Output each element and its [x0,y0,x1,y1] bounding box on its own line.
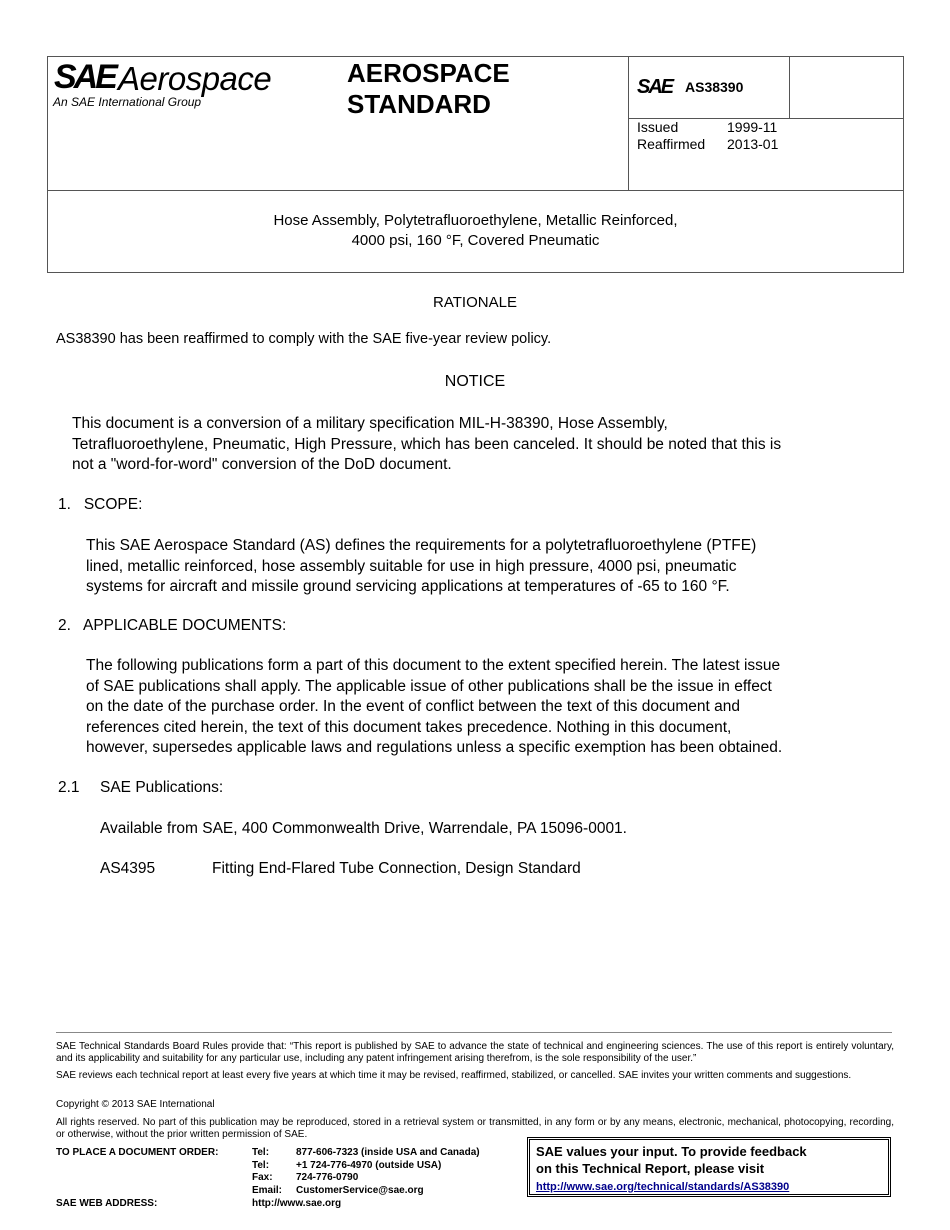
issued-label: Issued [637,119,679,135]
board-rules-text: SAE Technical Standards Board Rules provide that: “This report is published by SAE to advance the state of technical and engineering sciences. The use of this report is entirely voluntary, and its applicability and suitability for any particular use, including any patent infringement arising therefrom, is the sole responsibility of the user.” [56,1041,894,1064]
subject-line-1: Hose Assembly, Polytetrafluoroethylene, Metallic Reinforced, [273,212,678,229]
aerospace-logo-text: Aerospace [118,60,272,97]
tel2-label: Tel: [252,1159,270,1171]
applicable-line: The following publications form a part of this document to the extent specified herein. The latest issue [86,657,781,674]
applicable-docs-heading: 2. APPLICABLE DOCUMENTS: [58,617,287,634]
applicable-line: on the date of the purchase order. In the event of conflict between the text of this document and [86,698,741,715]
rights-text: All rights reserved. No part of this publication may be reproduced, stored in a retrieval system or transmitted, in any form or by any means, electronic, mechanical, photocopying, recording, or otherwise, without the prior written permission of SAE. [56,1117,894,1140]
applicable-line: of SAE publications shall apply. The applicable issue of other publications shall be the issue in effect [86,677,772,695]
notice-line: not a "word-for-word" conversion of the DoD document. [72,456,452,473]
tel-label: Tel: [252,1147,270,1158]
subject-line-2: 4000 psi, 160 °F, Covered Pneumatic [351,232,600,249]
email-label: Email: [252,1184,283,1196]
scope-line: systems for aircraft and missile ground servicing applications at temperatures of -65 to 160 °F. [86,578,730,595]
fax-value: 724-776-0790 [296,1172,359,1183]
applicable-line: references cited herein, the text of this document takes precedence. Nothing in this document, [86,718,732,736]
order-label: TO PLACE A DOCUMENT ORDER: [56,1147,219,1158]
review-text: SAE reviews each technical report at least every five years at which time it may be revised, reaffirmed, stabilized, or cancelled. SAE invites your written comments and suggestions. [56,1070,852,1081]
tel-value: 877-606-7323 (inside USA and Canada) [296,1147,480,1158]
document-type-title [347,58,510,120]
rationale-text: AS38390 has been reaffirmed to comply with the SAE five-year review policy. [56,331,552,347]
title-line-1: AEROSPACE [347,58,510,88]
reference-title: Fitting End-Flared Tube Connection, Design Standard [212,860,581,877]
applicable-docs-body [86,656,782,759]
fax-label: Fax: [252,1172,273,1183]
issued-value: 1999-11 [727,119,778,135]
section-2-1-heading: SAE Publications: [100,779,224,796]
footer-divider [56,1032,892,1033]
issue-dates [637,119,787,153]
feedback-box [527,1137,891,1197]
applicable-line: however, supersedes applicable laws and regulations unless a specific exemption has been obtained. [86,739,783,756]
email-value: CustomerService@sae.org [296,1184,424,1196]
order-contacts [252,1147,480,1197]
sae-logo-mark: SAE [54,58,115,96]
notice-line: This document is a conversion of a military specification MIL-H-38390, Hose Assembly, [72,415,668,432]
copyright-text: Copyright © 2013 SAE International [56,1099,215,1110]
tel2-value: +1 724-776-4970 (outside USA) [296,1159,442,1171]
web-address-value: http://www.sae.org [252,1198,342,1209]
notice-heading: NOTICE [444,373,506,390]
scope-line: This SAE Aerospace Standard (AS) defines the requirements for a polytetrafluoroethylene (PTFE) [86,537,757,554]
rationale-heading: RATIONALE [433,294,517,311]
sae-address: Available from SAE, 400 Commonwealth Drive, Warrendale, PA 15096-0001. [100,820,627,837]
document-subject [47,211,904,251]
feedback-line-1: SAE values your input. To provide feedback [536,1144,807,1159]
feedback-line-2: on this Technical Report, please visit [536,1161,765,1176]
scope-body [86,536,756,598]
reaffirmed-label: Reaffirmed [637,136,706,152]
logo-subtitle: An SAE International Group [53,95,202,109]
section-2-1-number: 2.1 [58,779,80,796]
web-address-label: SAE WEB ADDRESS: [56,1198,158,1209]
notice-line: Tetrafluoroethylene, Pneumatic, High Pressure, which has been canceled. It should be noted that this is [72,435,782,453]
title-line-2: STANDARD [347,89,491,119]
document-number: AS38390 [685,79,744,95]
feedback-link[interactable]: http://www.sae.org/technical/standards/AS38390 [536,1181,790,1193]
reaffirmed-value: 2013-01 [727,136,779,152]
scope-heading: 1. SCOPE: [58,496,143,513]
reference-id: AS4395 [100,860,156,877]
doc-sae-logo: SAE [637,76,673,98]
notice-body [72,414,781,476]
scope-line: lined, metallic reinforced, hose assembly suitable for use in high pressure, 4000 psi, pneumatic [86,557,737,575]
